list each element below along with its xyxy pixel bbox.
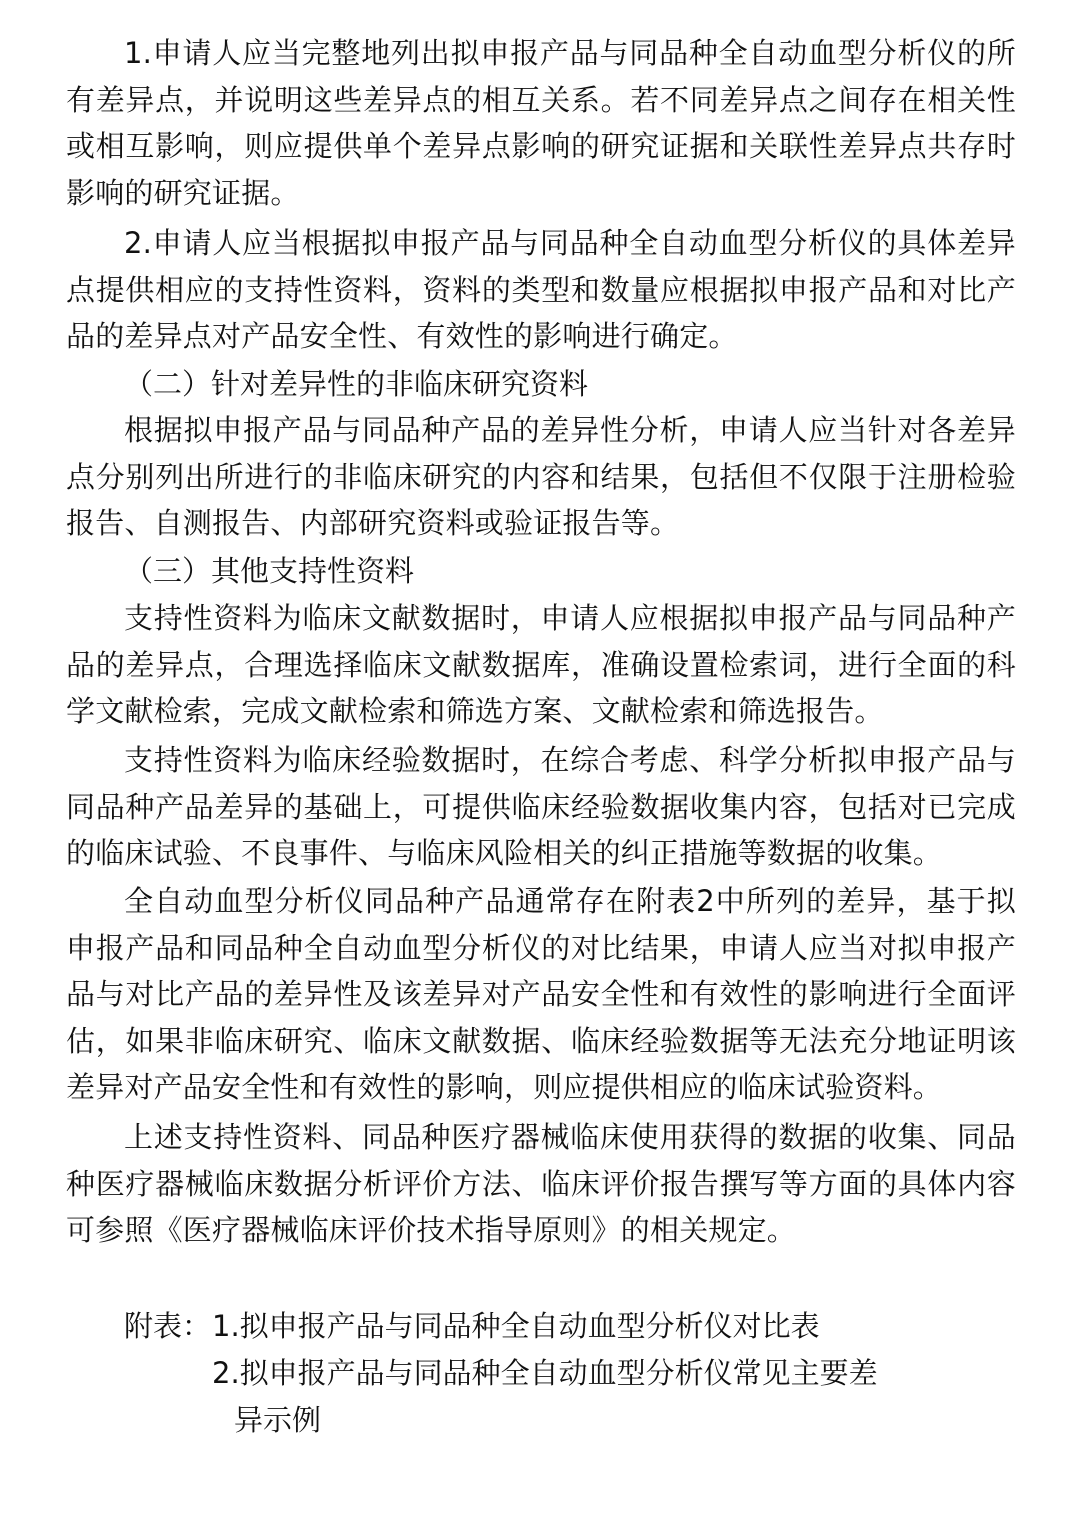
appendix-item-2-line-1: 2.拟申报产品与同品种全自动血型分析仪常见主要差 bbox=[212, 1356, 878, 1390]
appendix-item-1: 1.拟申报产品与同品种全自动血型分析仪对比表 bbox=[212, 1309, 820, 1343]
paragraph-nonclinical-research: 根据拟申报产品与同品种产品的差异性分析，申请人应当针对各差异点分别列出所进行的非临床研究的内容和结果，包括但不仅限于注册检验报告、自测报告、内部研究资料或验证报告等。 bbox=[66, 413, 1016, 540]
paragraph-reference-guideline: 上述支持性资料、同品种医疗器械临床使用获得的数据的收集、同品种医疗器械临床数据分析评价方法、临床评价报告撰写等方面的具体内容可参照《医疗器械临床评价技术指导原则》的相关规定。 bbox=[66, 1120, 1016, 1247]
paragraph-differences-list: 1.申请人应当完整地列出拟申报产品与同品种全自动血型分析仪的所有差异点，并说明这些差异点的相互关系。若不同差异点之间存在相关性或相互影响，则应提供单个差异点影响的研究证据和关联性差异点共存时影响的研究证据。 bbox=[66, 36, 1016, 210]
section-heading-nonclinical: （二）针对差异性的非临床研究资料 bbox=[124, 367, 589, 401]
appendix-label: 附表： bbox=[124, 1309, 212, 1343]
appendix-item-2-line-2: 异示例 bbox=[234, 1403, 322, 1437]
section-heading-other-support: （三）其他支持性资料 bbox=[124, 554, 415, 588]
paragraph-comprehensive-evaluation: 全自动血型分析仪同品种产品通常存在附表2中所列的差异，基于拟申报产品和同品种全自动血型分析仪的对比结果，申请人应当对拟申报产品与对比产品的差异性及该差异对产品安全性和有效性的影响进行全面评估，如果非临床研究、临床文献数据、临床经验数据等无法充分地证明该差异对产品安全性和有效性的影响，则应提供相应的临床试验资料。 bbox=[66, 884, 1016, 1104]
paragraph-supporting-materials: 2.申请人应当根据拟申报产品与同品种全自动血型分析仪的具体差异点提供相应的支持性资料，资料的类型和数量应根据拟申报产品和对比产品的差异点对产品安全性、有效性的影响进行确定。 bbox=[66, 226, 1016, 353]
paragraph-experience-data: 支持性资料为临床经验数据时，在综合考虑、科学分析拟申报产品与同品种产品差异的基础上，可提供临床经验数据收集内容，包括对已完成的临床试验、不良事件、与临床风险相关的纠正措施等数据的收集。 bbox=[66, 743, 1016, 870]
paragraph-literature-data: 支持性资料为临床文献数据时，申请人应根据拟申报产品与同品种产品的差异点，合理选择临床文献数据库，准确设置检索词，进行全面的科学文献检索，完成文献检索和筛选方案、文献检索和筛选报告。 bbox=[66, 601, 1016, 728]
